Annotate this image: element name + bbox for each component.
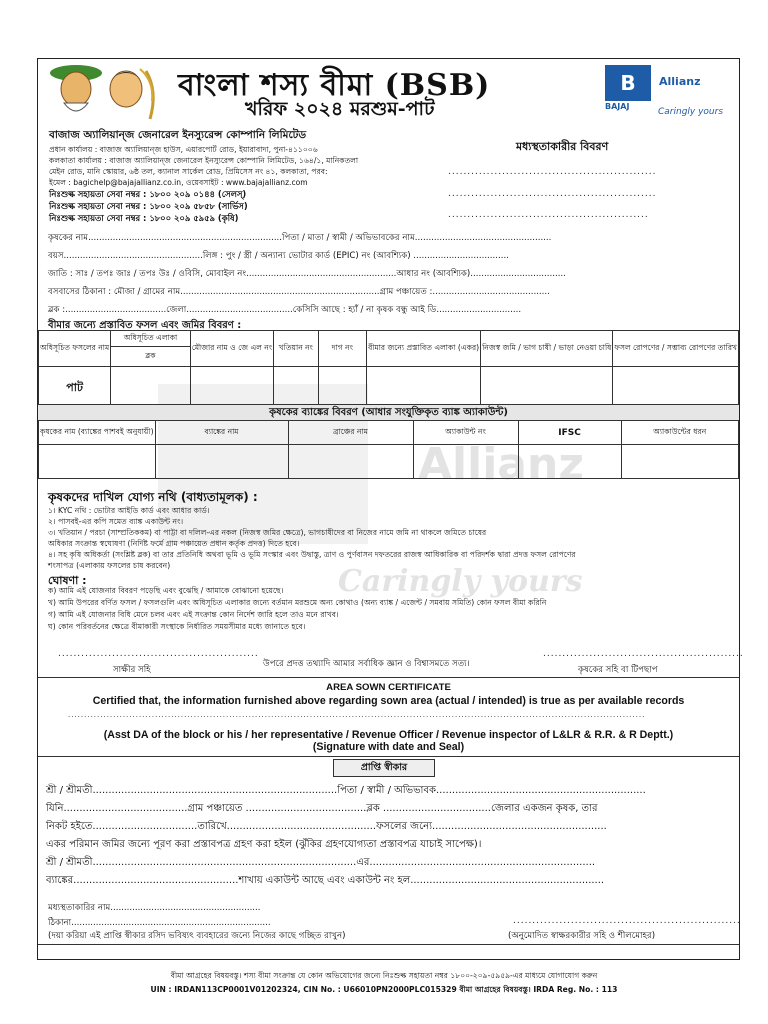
bank-col-type: অ্যাকাউন্টের ধরন: [621, 421, 738, 445]
caste-mobile-aadhaar-field[interactable]: জাতি : সাঃ / তপঃ জাঃ / তপঃ উঃ / ওবিসি, মোবাইল নং.......................................................আধার নং (আবশ্যিক)...................................: [48, 269, 566, 279]
document-item: ৪। সহ কৃষি অধিকর্তা (সংশ্লিষ্ট ব্লক) বা তার প্রতিনিধি অথবা ভূমি ও ভূমি সংস্কার এবং উদ্বাস্তু, ত্রাণ ও পুর্ণবাসন দফতরের রাজস্ব আধিকারিক বা পরিদর্শক দ্বারা প্রদত্ত ফসল রোপণের: [48, 550, 576, 559]
form-subtitle: খরিফ ২০২৪ মরশুম-পাট: [245, 98, 435, 120]
bank-col-bank: ব্যাঙ্কের নাম: [155, 421, 288, 445]
ack-note: (দয়া করিয়া এই প্রাপ্তি স্বীকার রসিদ ভবিষ্যৎ ব্যবহারের জন্যে নিজের কাছে গচ্ছিত রাখুন): [48, 931, 346, 941]
col-mouza: মৌজার নাম ও জে এল নং: [190, 331, 273, 367]
documents-title: কৃষকদের দাখিল যোগ্য নথি (বাধ্যতামূলক) :: [48, 490, 258, 504]
col-notified-area: অধিসূচিত এলাকা: [111, 331, 191, 347]
witness-label: সাক্ষীর সহি: [113, 665, 151, 675]
bank-col-ifsc: IFSC: [518, 421, 621, 445]
certificate-title: AREA SOWN CERTIFICATE: [326, 682, 451, 693]
authorised-signature-label: (অনুমোদিত স্বাক্ষরকারীর সহি ও শীলমোহর): [508, 931, 656, 941]
col-khatian: খতিয়ান নং: [274, 331, 318, 367]
bank-col-name: কৃষকের নাম (ব্যাঙ্কের পাশবই অনুযায়ী): [39, 421, 156, 445]
tollfree-krishi: নিঃশুল্ক সহায়তা সেবা নম্বর : ১৮০০ ২০৯ ৫৯৫৯ (কৃষি): [49, 213, 239, 223]
ack-line: একর পরিমান জমির জন্যে পূরণ করা প্রস্তাবপত্র গ্রহণ করা হইল (ঝুঁকির গ্রহণযোগ্যতা প্রস্তাবপত্র যাচাই সাপেক্ষ)।: [46, 839, 482, 850]
bank-col-branch: ব্রাঞ্চের নাম: [288, 421, 413, 445]
document-item: অধিকার সংক্রান্ত স্বঘোষণা (নির্দিষ্ট ফর্মে গ্রাম পঞ্চায়েত প্রধান কর্তৃক প্রদত্ত) দিতে হবে।: [48, 539, 300, 548]
authorised-signature-line[interactable]: ...........................................................: [513, 916, 741, 926]
ack-line[interactable]: যিনি.......................................গ্রাম পঞ্চায়েত ......................................ব্লক ..................................জেলার একজন কৃষক, তার: [46, 803, 598, 814]
bank-branch-cell[interactable]: [288, 445, 413, 479]
form-title: বাংলা শস্য বীমা (BSB): [178, 68, 491, 103]
declaration-item: গ) আমি এই যোজনার বিধি মেনে চলব এবং এই সংক্রান্ত কোন নির্দেশ জারি হলে তাও মনে রাখব।: [48, 610, 339, 619]
age-gender-epic-field[interactable]: বয়স...................................................লিঙ্গ : পুং / স্ত্রী / অন্যান্য ভোটার কার্ড (EPIC) নং (আবশ্যিক) ...................................: [48, 251, 509, 261]
document-item: ১। KYC নথি : ভোটার আইডি কার্ড এবং আধার কার্ড।: [48, 506, 210, 515]
bajaj-allianz-logo: [603, 65, 728, 119]
company-name: বাজাজ অ্যালিয়ান্‌জ জেনারেল ইনস্যুরেন্স কোম্পানি লিমিটেড: [49, 129, 307, 141]
address-line: ইমেল : bagichelp@bajajallianz.co.in, ওয়েবসাইট : www.bajajallianz.com: [49, 178, 308, 187]
intermediary-name-field[interactable]: মধ্যস্থতাকারির নাম.......................................................: [48, 903, 261, 913]
col-dag: দাগ নং: [318, 331, 367, 367]
document-item: ২। পাসবই-এর কপি সমেত ব্যাঙ্ক একাউন্ট নং।: [48, 517, 184, 526]
intermediary-line-3[interactable]: ....................................................: [448, 210, 649, 220]
bank-type-cell[interactable]: [621, 445, 738, 479]
land-section-heading: বীমার জন্যে প্রস্তাবিত ফসল এবং জমির বিবরণ :: [48, 320, 242, 331]
block-district-kcc-field[interactable]: ব্লক :.....................................জেলা.......................................কেসিসি আছে : হ্যাঁ / না কৃষক বন্ধু আই ডি...............................: [48, 305, 522, 315]
col-crop: অধিসূচিত ফসলের নাম: [39, 331, 111, 367]
ack-line[interactable]: শ্রী / শ্রীমতী.............................................................................পিতা / স্বামী / অভিভাবক..................................................................: [46, 785, 646, 796]
certificate-signature-note: (Signature with date and Seal): [312, 741, 465, 753]
crop-value-cell: পাট: [39, 367, 111, 411]
bank-account-cell[interactable]: [413, 445, 518, 479]
form-page: [37, 58, 744, 960]
bank-table: [38, 420, 739, 479]
address-line: মেইন রোড, মানি স্কোয়ার, ৬ষ্ঠ তল, ক্যানাল সার্কেল রোড, প্রিমিসেস নং ৪১, কলকাতা, পরব:: [49, 167, 328, 176]
bank-bank-cell[interactable]: [155, 445, 288, 479]
bajaj-brand: BAJAJ: [605, 102, 630, 111]
bank-col-account: অ্যাকাউন্ট নং: [413, 421, 518, 445]
divider: [38, 677, 739, 678]
tollfree-service: নিঃশুল্ক সহায়তা সেবা নম্বর : ১৮০০ ২০৯ ৫৮৫৮ (সার্ভিস): [49, 201, 248, 211]
truth-statement: উপরে প্রদত্ত তথ্যাদি আমার সর্বাধিক জ্ঞান ও বিশ্বাসমতে সত্য।: [263, 659, 470, 669]
intermediary-line-2[interactable]: ......................................................: [448, 189, 657, 199]
bank-name-cell[interactable]: [39, 445, 156, 479]
intermediary-address-field[interactable]: ঠিকানা.........................................................................: [48, 918, 271, 928]
certificate-text: Certified that, the information furnished above regarding sown area (actual / intended) is true as per available records: [92, 695, 685, 707]
col-block: ব্লক: [111, 347, 191, 367]
logo-tagline: Caringly yours: [658, 107, 724, 117]
ack-line[interactable]: ব্যাঙ্কের....................................................শাখায় একাউন্ট আছে এবং একাউন্ট নং হল.............................................................: [46, 875, 605, 886]
ack-line[interactable]: শ্রী / শ্রীমতী...................................................................................এর.......................................................................: [46, 857, 596, 868]
farmer-signature-label: কৃষকের সহি বা টিপছাপ: [578, 665, 658, 675]
declaration-item: খ) আমি উপরের বর্ণিত ফসল / ফসলগুলি এবং অধিসূচিত এলাকার জন্যে বর্তমান মরশুমে অন্য কোথাও (অন্য ব্যাঙ্ক / এজেন্ট / সমবায় সমিতি) কোন ফসল বীমা করিনি: [48, 598, 547, 607]
tollfree-sales: নিঃশুল্ক সহায়তা সেবা নম্বর : ১৮০০ ২০৯ ০১৪৪ (সেলস্‌): [49, 189, 247, 199]
bank-ifsc-cell[interactable]: [518, 445, 621, 479]
footer-registration: UIN : IRDAN113CP0001V01202324, CIN No. : U66010PN2000PLC015329 বীমা আগ্রহের বিষয়বস্তু। IRDA Reg. No. : 113: [150, 985, 618, 994]
document-item: শংসাপত্র (এলাকায় ফসলের চাষ করবেন): [48, 561, 171, 570]
farmer-signature-line[interactable]: ....................................................: [543, 649, 744, 659]
watermark-tagline: Caringly yours: [338, 564, 583, 599]
divider: [38, 756, 739, 757]
farmers-illustration: [46, 61, 166, 123]
declaration-item: ঘ) কোন পরিবর্তনের ক্ষেত্রে বীমাকারী সংস্থাকে নির্ধারিত সময়সীমার মধ্যে জানাতে হবে।: [48, 622, 306, 631]
address-field[interactable]: বসবাসের ঠিকানা : মৌজা / গ্রামের নাম.........................................................................গ্রাম পঞ্চায়েত :...........................................: [48, 287, 550, 297]
col-insured-area: বীমার জন্যে প্রস্তাবিত এলাকা (একর): [367, 331, 481, 367]
intermediary-title: মধ্যস্থতাকারীর বিবরণ: [516, 140, 609, 153]
certificate-role: (Asst DA of the block or his / her representative / Revenue Officer / Revenue inspector of L&LR & R.R. & R Deptt.): [103, 729, 674, 741]
bajaj-b-icon: B: [605, 65, 651, 101]
col-sowing-date: ফসল রোপণের / সম্ভাব্য রোপণের তারিখ: [613, 331, 739, 367]
certificate-signature-line[interactable]: ...................................................................................................................................................................................: [68, 711, 646, 719]
ack-line[interactable]: নিকট হইতে.................................তারিখে...............................................ফসলের জন্যে.......................................................: [46, 821, 607, 832]
watermark-allianz: Allianz: [418, 439, 584, 490]
acknowledgement-title: প্রাপ্তি স্বীকার: [333, 759, 435, 777]
land-table: [38, 330, 739, 411]
bank-section-heading: কৃষকের ব্যাঙ্কের বিবরণ (আধার সংযুক্তিকৃত ব্যাঙ্ক অ্যাকাউন্ট): [38, 404, 739, 421]
col-ownership: নিজস্ব জমি / ভাগ চাষী / ভাড়া নেওয়া চাষি: [481, 331, 613, 367]
declaration-item: ক) আমি এই যোজনার বিবরণ পড়েছি এবং বুঝেছি / আমাকে বোঝানো হয়েছে।: [48, 586, 284, 595]
address-line: কলকাতা কার্যালয় : বাজাজ অ্যালিয়ান্‌জ জেনারেল ইনস্যুরেন্স কোম্পানি লিমিটেড, ১৬৪/১, মানিকতলা: [49, 156, 359, 165]
farmer-name-field[interactable]: কৃষকের নাম.......................................................................পিতা / মাতা / স্বামী / অভিভাবকের নাম..................................................: [48, 233, 552, 243]
document-item: ৩। খতিয়ান / পরচা (সাম্প্রতিককম) বা পাট্টা বা দলিল-এর নকল (নিজস্ব জমির ক্ষেত্রে), ভাগচাষীদের বা নিজের নামে জমি না থাকলে জমিতে চাষের: [48, 528, 487, 537]
intermediary-line-1[interactable]: ......................................................: [448, 167, 657, 177]
address-line: প্রধান কার্যালয় : বাজাজ অ্যালিয়ান্‌জ হাউস, এয়ারপোর্ট রোড, ইয়ারাবাদা, পুনা-৪১১০০৬: [49, 145, 318, 154]
declaration-title: ঘোষণা :: [48, 574, 87, 587]
allianz-brand: Allianz: [659, 75, 701, 88]
witness-signature-line[interactable]: ....................................................: [58, 649, 259, 659]
divider: [38, 944, 739, 945]
footer-helpline: বীমা আগ্রহের বিষয়বস্তু। শস্য বীমা সংক্রান্ত যে কোন অভিযোগের জন্যে নিঃশুল্ক সহায়তা নম্বর ১৮০০-২০৯-৫৯৫৯-এর মাধ্যমে যোগাযোগ করুন: [170, 971, 598, 980]
